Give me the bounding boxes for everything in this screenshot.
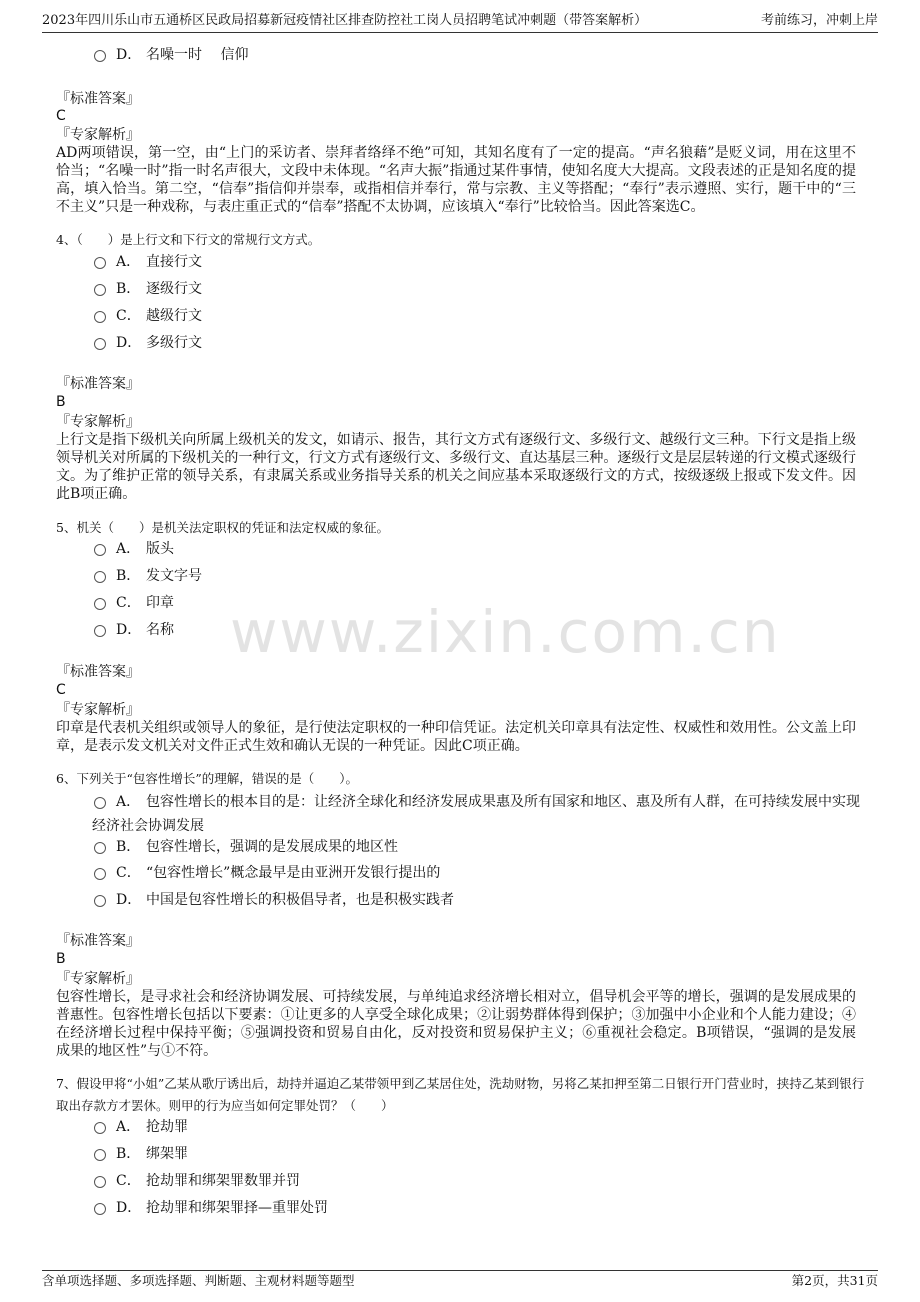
option-letter: B． — [116, 1146, 141, 1162]
radio-icon[interactable] — [94, 868, 106, 880]
option-text: 逐级行文 — [146, 281, 202, 297]
analysis-label: 『专家解析』 — [56, 414, 140, 430]
q6-answer: B — [56, 951, 66, 967]
option-text: 印章 — [146, 595, 174, 611]
q5-option-a[interactable] — [92, 538, 174, 560]
q6-option-b[interactable] — [92, 836, 398, 858]
option-letter: C． — [116, 1173, 141, 1189]
option-letter: C． — [116, 308, 141, 324]
option-letter: B． — [116, 839, 141, 855]
radio-icon[interactable] — [94, 544, 106, 556]
q6-analysis: 包容性增长，是寻求社会和经济协调发展、可持续发展，与单纯追求经济增长相对立，倡导机会平等的增长，强调的是发展成果的普惠性。包容性增长包括以下要素：①让更多的人享受全球化成果；②让弱势群体得到保护；③加强中小企业和个人能力建设；④在经济增长过程中保持平衡；⑤强调投资和贸易自由化，反对投资和贸易保护主义；⑥重视社会稳定。B项错误，“强调的是发展成果的地区性”与①不符。 — [56, 989, 856, 1059]
q4-question: 4、（ ）是上行文和下行文的常规行文方式。 — [56, 232, 321, 247]
option-text: 多级行文 — [146, 335, 202, 351]
radio-icon[interactable] — [94, 571, 106, 583]
q5-answer: C — [56, 682, 66, 698]
answer-label: 『标准答案』 — [56, 376, 140, 392]
q6-option-d[interactable] — [92, 889, 454, 911]
answer-label: 『标准答案』 — [56, 933, 140, 949]
document-title: 2023年四川乐山市五通桥区民政局招募新冠疫情社区排查防控社工岗人员招聘笔试冲刺题（带答案解析） — [42, 13, 648, 28]
option-letter: A． — [116, 541, 141, 557]
option-letter: A． — [116, 254, 141, 270]
footer-question-types: 含单项选择题、多项选择题、判断题、主观材料题等题型 — [42, 1273, 355, 1288]
q3-option-d[interactable] — [92, 44, 248, 66]
radio-icon[interactable] — [94, 284, 106, 296]
radio-icon[interactable] — [94, 895, 106, 907]
answer-label: 『标准答案』 — [56, 91, 140, 107]
q6-option-c[interactable] — [92, 862, 440, 884]
option-letter: D． — [116, 892, 142, 908]
option-letter: D． — [116, 47, 142, 63]
radio-icon[interactable] — [94, 1176, 106, 1188]
radio-icon[interactable] — [94, 1203, 106, 1215]
header-slogan: 考前练习，冲刺上岸 — [760, 13, 878, 28]
analysis-label: 『专家解析』 — [56, 702, 140, 718]
radio-icon[interactable] — [94, 1122, 106, 1134]
option-text: 包容性增长，强调的是发展成果的地区性 — [146, 839, 398, 855]
q5-analysis: 印章是代表机关组织或领导人的象征，是行使法定职权的一种印信凭证。法定机关印章具有法定性、权威性和效用性。公文盖上印章，是表示发文机关对文件正式生效和确认无误的一种凭证。因此C项正确。 — [56, 720, 856, 754]
q7-option-a[interactable] — [92, 1116, 188, 1138]
option-letter: C． — [116, 865, 141, 881]
answer-label: 『标准答案』 — [56, 664, 140, 680]
q4-analysis: 上行文是指下级机关向所属上级机关的发文，如请示、报告，其行文方式有逐级行文、多级行文、越级行文三种。下行文是指上级领导机关对所属的下级机关的一种行文，行文方式有逐级行文、多级行文、直达基层三种。逐级行文是层层转递的行文模式逐级行文。为了维护正常的领导关系，有隶属关系或业务指导关系的机关之间应基本采取逐级行文的方式，按级逐级上报或下发文件。因此B项正确。 — [56, 432, 856, 502]
q6-option-a[interactable] — [92, 790, 864, 838]
q7-question: 7、假设甲将“小姐”乙某从歌厅诱出后，劫持并逼迫乙某带领甲到乙某居住处，洗劫财物，另将乙某扣押至第二日银行开门营业时，挟持乙某到银行取出存款方才罢休。则甲的行为应当如何定罪处罚？（ ） — [56, 1076, 865, 1113]
option-letter: D． — [116, 335, 142, 351]
option-text: 名称 — [146, 622, 174, 638]
q5-option-c[interactable] — [92, 592, 174, 614]
radio-icon[interactable] — [94, 311, 106, 323]
analysis-label: 『专家解析』 — [56, 971, 140, 987]
radio-icon[interactable] — [94, 338, 106, 350]
option-text: “包容性增长”概念最早是由亚洲开发银行提出的 — [146, 865, 441, 881]
option-letter: D． — [116, 622, 142, 638]
option-text: 直接行文 — [146, 254, 202, 270]
option-letter: A． — [116, 1119, 141, 1135]
radio-icon[interactable] — [94, 797, 106, 809]
option-letter: C． — [116, 595, 141, 611]
page-header — [42, 10, 878, 33]
q4-option-b[interactable] — [92, 278, 202, 300]
page-footer — [42, 1270, 878, 1291]
radio-icon[interactable] — [94, 625, 106, 637]
option-text: 版头 — [146, 541, 174, 557]
option-text: 发文字号 — [146, 568, 202, 584]
option-text: 中国是包容性增长的积极倡导者，也是积极实践者 — [146, 892, 454, 908]
q5-option-b[interactable] — [92, 565, 202, 587]
option-letter: B． — [116, 568, 141, 584]
watermark: www.zixin.com.cn — [230, 598, 781, 666]
q4-option-c[interactable] — [92, 305, 202, 327]
q7-option-b[interactable] — [92, 1143, 188, 1165]
option-text: 抢劫罪 — [146, 1119, 188, 1135]
q4-answer: B — [56, 394, 66, 410]
option-text: 包容性增长的根本目的是：让经济全球化和经济发展成果惠及所有国家和地区、惠及所有人群，在可持续发展中实现经济社会协调发展 — [92, 794, 860, 834]
q7-option-c[interactable] — [92, 1170, 300, 1192]
radio-icon[interactable] — [94, 257, 106, 269]
option-text: 绑架罪 — [146, 1146, 188, 1162]
option-letter: B． — [116, 281, 141, 297]
q4-option-a[interactable] — [92, 251, 202, 273]
q7-option-d[interactable] — [92, 1197, 328, 1219]
radio-icon[interactable] — [94, 598, 106, 610]
option-letter: D． — [116, 1200, 142, 1216]
analysis-label: 『专家解析』 — [56, 127, 140, 143]
option-text: 抢劫罪和绑架罪择—重罪处罚 — [146, 1200, 328, 1216]
radio-icon[interactable] — [94, 842, 106, 854]
radio-icon[interactable] — [94, 50, 106, 62]
option-text: 名噪一时 信仰 — [146, 47, 249, 63]
q3-answer: C — [56, 108, 66, 124]
page-number: 第2页，共31页 — [791, 1273, 878, 1288]
q6-question: 6、下列关于“包容性增长”的理解，错误的是（ ）。 — [56, 771, 358, 786]
q5-option-d[interactable] — [92, 619, 174, 641]
q5-question: 5、机关（ ）是机关法定职权的凭证和法定权威的象征。 — [56, 520, 389, 535]
option-letter: A． — [116, 794, 141, 810]
option-text: 越级行文 — [146, 308, 202, 324]
option-text: 抢劫罪和绑架罪数罪并罚 — [146, 1173, 300, 1189]
radio-icon[interactable] — [94, 1149, 106, 1161]
q3-analysis: AD两项错误，第一空，由“上门的采访者、崇拜者络绎不绝”可知，其知名度有了一定的提高。“声名狼藉”是贬义词，用在这里不恰当；“名噪一时”指一时名声很大，文段中未体现。“名声大振”指通过某件事情，使知名度大大提高。文段表述的正是知名度的提高，填入恰当。第二空，“信奉”指信仰并崇奉，或指相信并奉行，常与宗教、主义等搭配；“奉行”表示遵照、实行，题干中的“三不主义”只是一种戏称，与表庄重正式的“信奉”搭配不太协调，应该填入“奉行”比较恰当。因此答案选C。 — [56, 145, 856, 215]
q4-option-d[interactable] — [92, 332, 202, 354]
